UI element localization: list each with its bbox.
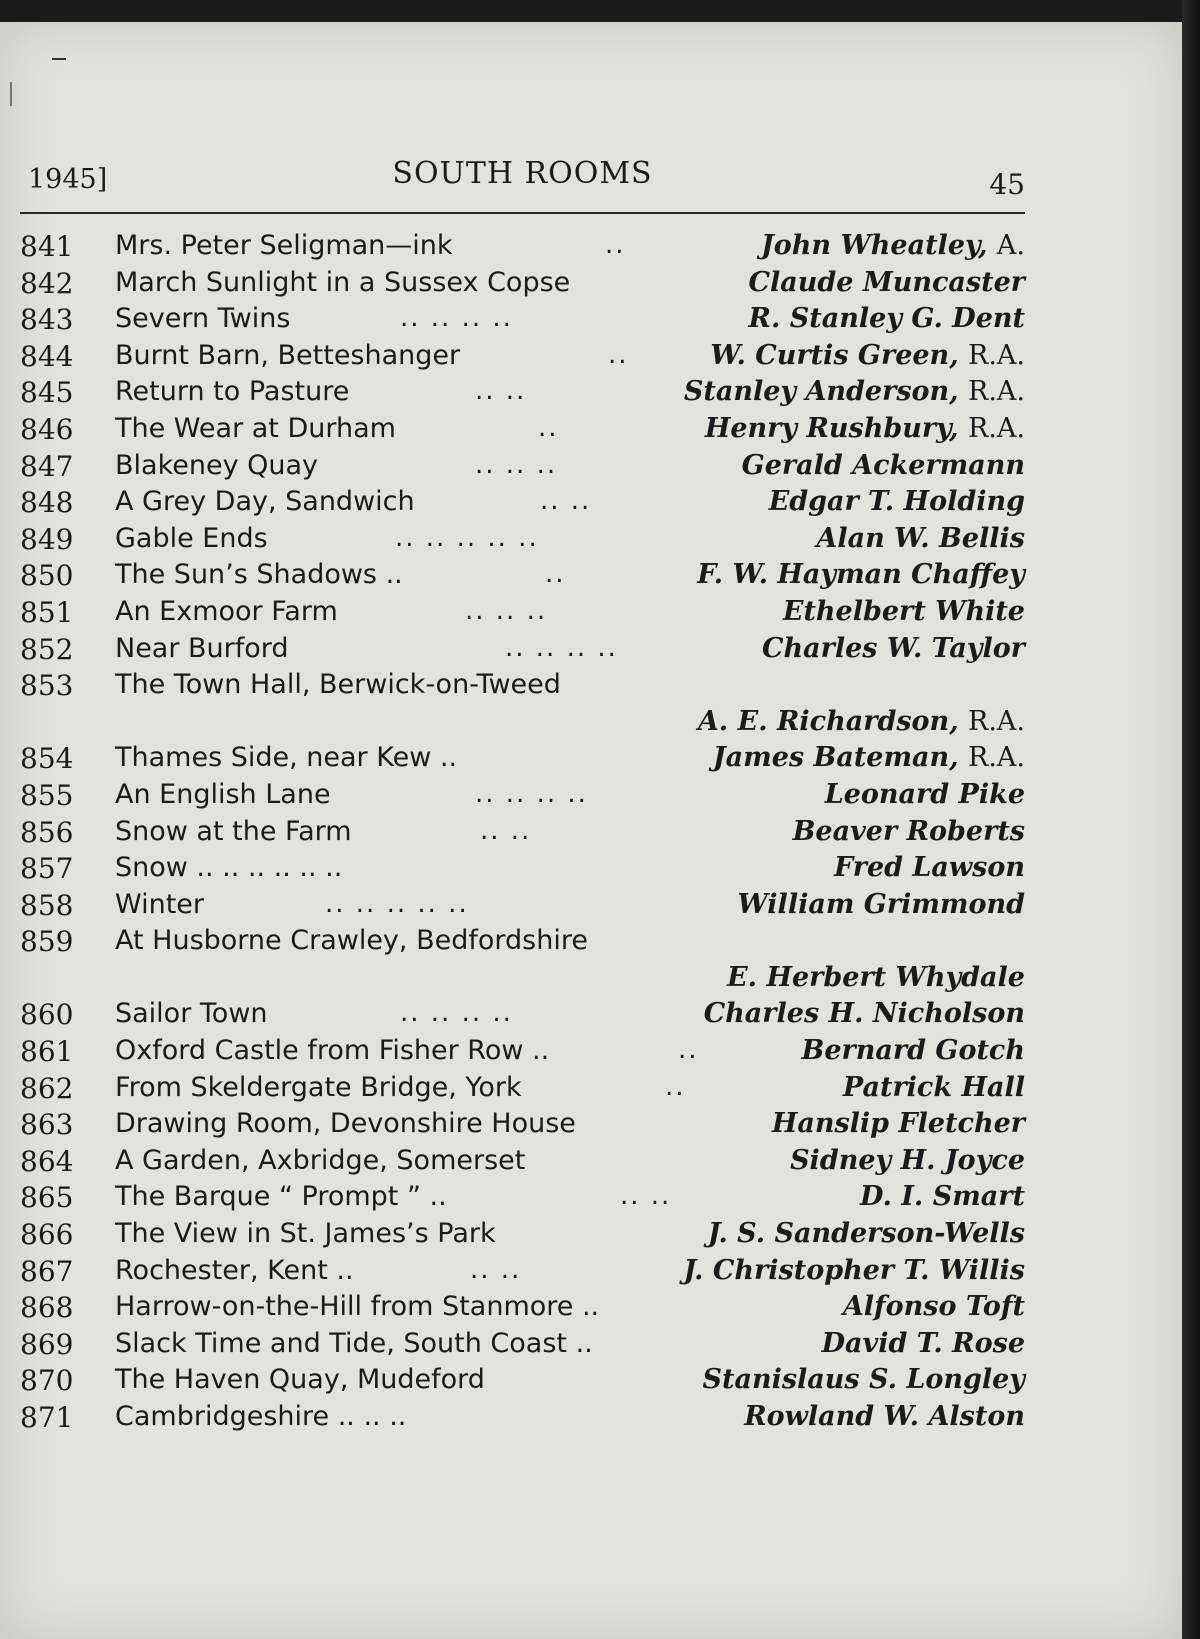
artist-name: Edgar T. Holding <box>768 486 1025 518</box>
entry-number: 859 <box>20 925 74 959</box>
artist-name: Stanislaus S. Longley <box>702 1364 1025 1396</box>
leader-dots: .. .. .. <box>475 449 558 480</box>
entry-artist <box>816 523 1025 554</box>
entry-number: 860 <box>20 998 74 1032</box>
entry-artist <box>710 340 1025 371</box>
entry-artist <box>825 779 1025 810</box>
entry-title: Mrs. Peter Seligman—ink <box>115 230 453 261</box>
entry-title: From Skeldergate Bridge, York <box>115 1071 522 1103</box>
artist-name: Alan W. Bellis <box>816 522 1025 554</box>
entry-title: Oxford Castle from Fisher Row .. <box>115 1035 550 1067</box>
entry-artist <box>749 303 1025 334</box>
entry-number: 856 <box>20 815 74 849</box>
catalogue-entry <box>20 340 1025 377</box>
catalogue-entry <box>20 706 1025 743</box>
entry-artist <box>783 596 1025 627</box>
artist-name: Leonard Pike <box>824 778 1025 810</box>
entry-number: 862 <box>20 1071 74 1105</box>
entry-artist <box>860 1181 1025 1212</box>
entry-title: The Barque “ Prompt ” .. <box>115 1181 447 1213</box>
entry-number: 853 <box>20 669 74 703</box>
entry-number: 846 <box>20 412 74 446</box>
catalogue-entry <box>20 450 1025 487</box>
entry-number: 871 <box>20 1401 74 1434</box>
catalogue-entry <box>20 998 1025 1035</box>
entry-artist <box>698 706 1025 737</box>
artist-name: Fred Lawson <box>834 852 1025 884</box>
entry-title: An Exmoor Farm <box>115 595 338 627</box>
entry-title: The Town Hall, Berwick-on-Tweed <box>115 669 561 701</box>
leader-dots: .. <box>608 339 629 370</box>
entry-number: 861 <box>20 1035 74 1069</box>
entry-number: 864 <box>20 1144 74 1178</box>
leader-dots: .. .. .. .. <box>505 632 618 663</box>
artist-name: Gerald Ackermann <box>741 449 1025 481</box>
page-crease <box>10 82 12 106</box>
catalogue-entry <box>20 633 1025 670</box>
book-edge <box>1182 0 1200 1639</box>
entry-title: Thames Side, near Kew .. <box>115 742 458 774</box>
entry-title: Drawing Room, Devonshire House <box>115 1108 576 1140</box>
catalogue-entry <box>20 1145 1025 1182</box>
entry-title: Slack Time and Tide, South Coast .. <box>115 1327 593 1359</box>
entry-number: 868 <box>20 1291 74 1325</box>
entry-artist <box>761 230 1025 261</box>
leader-dots: .. <box>538 412 559 443</box>
entry-artist <box>790 1145 1025 1176</box>
catalogue-page <box>0 22 1182 1639</box>
leader-dots: .. .. .. .. <box>475 778 588 809</box>
entry-artist <box>843 1072 1025 1103</box>
entry-number: 844 <box>20 339 74 373</box>
entry-number: 850 <box>20 559 74 593</box>
entry-artist <box>802 1035 1025 1066</box>
leader-dots: .. .. .. .. <box>400 303 513 334</box>
artist-name: D. I. Smart <box>860 1181 1025 1213</box>
entry-number: 863 <box>20 1108 74 1142</box>
entry-artist <box>737 889 1025 920</box>
leader-dots: .. .. <box>540 486 592 517</box>
catalogue-entry <box>20 669 1025 706</box>
artist-name: James Bateman, <box>712 742 959 774</box>
entry-number: 845 <box>20 376 74 410</box>
leader-dots: .. <box>545 559 566 590</box>
artist-name: Alfonso Toft <box>842 1291 1025 1323</box>
catalogue-entry <box>20 1072 1025 1109</box>
entry-title: The Haven Quay, Mudeford <box>115 1364 485 1396</box>
entry-title: Return to Pasture <box>115 376 350 408</box>
leader-dots: .. .. <box>620 1181 672 1212</box>
catalogue-entry <box>20 230 1025 267</box>
entry-title: The Sun’s Shadows .. <box>115 559 403 591</box>
catalogue-list <box>20 230 1025 1438</box>
entry-artist <box>683 1255 1025 1286</box>
artist-name: Sidney H. Joyce <box>790 1144 1025 1176</box>
artist-name: J. Christopher T. Willis <box>683 1254 1025 1286</box>
entry-artist <box>834 852 1025 883</box>
artist-honour: R.A. <box>968 742 1025 774</box>
catalogue-entry <box>20 486 1025 523</box>
entry-title: A Garden, Axbridge, Somerset <box>115 1144 526 1176</box>
entry-title: Near Burford <box>115 632 289 664</box>
entry-artist <box>727 962 1025 993</box>
artist-honour: A. <box>996 230 1025 261</box>
catalogue-entry <box>20 376 1025 413</box>
entry-artist <box>772 1108 1025 1139</box>
catalogue-entry <box>20 1181 1025 1218</box>
entry-artist <box>762 633 1025 664</box>
catalogue-entry <box>20 1328 1025 1365</box>
artist-name: Henry Rushbury, <box>704 412 959 444</box>
entry-title: Harrow-on-the-Hill from Stanmore .. <box>115 1291 600 1323</box>
artist-name: Beaver Roberts <box>792 815 1025 847</box>
entry-artist <box>769 486 1025 517</box>
entry-artist <box>684 376 1025 407</box>
catalogue-entry <box>20 889 1025 926</box>
entry-title: At Husborne Crawley, Bedfordshire <box>115 925 588 957</box>
artist-honour: R.A. <box>968 376 1025 408</box>
entry-title: Snow at the Farm <box>115 815 352 847</box>
page-number: 45 <box>989 168 1025 201</box>
artist-name: Patrick Hall <box>842 1071 1025 1103</box>
catalogue-entry <box>20 779 1025 816</box>
catalogue-entry <box>20 413 1025 450</box>
catalogue-entry <box>20 1218 1025 1255</box>
entry-artist <box>742 450 1025 481</box>
catalogue-entry <box>20 596 1025 633</box>
artist-name: A. E. Richardson, <box>697 705 959 737</box>
leader-dots: .. .. <box>475 376 527 407</box>
artist-name: Ethelbert White <box>782 595 1025 627</box>
entry-number: 867 <box>20 1254 74 1288</box>
catalogue-entry <box>20 267 1025 304</box>
entry-title: The Wear at Durham <box>115 412 396 444</box>
entry-artist <box>744 1401 1025 1432</box>
entry-title: Severn Twins <box>115 303 291 335</box>
entry-number: 869 <box>20 1327 74 1361</box>
artist-name: William Grimmond <box>737 888 1025 920</box>
entry-number: 857 <box>20 852 74 886</box>
leader-dots: .. <box>605 230 626 260</box>
catalogue-entry <box>20 1255 1025 1292</box>
entry-artist <box>843 1291 1025 1322</box>
entry-number: 841 <box>20 230 74 263</box>
entry-title: The View in St. James’s Park <box>115 1218 496 1250</box>
entry-number: 854 <box>20 742 74 776</box>
leader-dots: .. .. <box>470 1254 522 1285</box>
catalogue-entry <box>20 925 1025 962</box>
entry-number: 843 <box>20 303 74 337</box>
entry-title: Cambridgeshire .. .. .. <box>115 1401 407 1432</box>
leader-dots: .. <box>665 1071 686 1102</box>
artist-honour: R.A. <box>968 412 1025 444</box>
catalogue-entry <box>20 1108 1025 1145</box>
artist-name: R. Stanley G. Dent <box>748 303 1025 335</box>
entry-artist <box>703 1364 1026 1395</box>
artist-name: Charles H. Nicholson <box>703 998 1025 1030</box>
entry-number: 866 <box>20 1218 74 1252</box>
artist-name: F. W. Hayman Chaffey <box>697 559 1025 591</box>
leader-dots: .. .. <box>480 815 532 846</box>
catalogue-entry <box>20 523 1025 560</box>
entry-number: 851 <box>20 595 74 629</box>
artist-name: Bernard Gotch <box>801 1035 1025 1067</box>
entry-number: 855 <box>20 778 74 812</box>
leader-dots: .. .. .. .. .. <box>325 888 469 919</box>
entry-number: 870 <box>20 1364 74 1398</box>
catalogue-entry <box>20 1401 1025 1438</box>
artist-name: W. Curtis Green, <box>710 339 959 371</box>
header-year: 1945] <box>28 164 108 195</box>
artist-name: David T. Rose <box>821 1327 1025 1359</box>
entry-number: 858 <box>20 888 74 922</box>
entry-title: Rochester, Kent .. <box>115 1254 354 1286</box>
artist-name: Rowland W. Alston <box>744 1401 1025 1432</box>
artist-name: Hanslip Fletcher <box>771 1108 1025 1140</box>
entry-title: Sailor Town <box>115 998 268 1030</box>
artist-name: J. S. Sanderson-Wells <box>707 1218 1025 1250</box>
page-header <box>20 134 1025 214</box>
catalogue-entry <box>20 1364 1025 1401</box>
entry-artist <box>822 1328 1025 1359</box>
catalogue-entry <box>20 852 1025 889</box>
catalogue-entry <box>20 1035 1025 1072</box>
artist-honour: R.A. <box>968 705 1025 737</box>
catalogue-entry <box>20 303 1025 340</box>
entry-artist <box>704 998 1025 1029</box>
catalogue-entry <box>20 742 1025 779</box>
entry-number: 852 <box>20 632 74 666</box>
entry-artist <box>708 1218 1025 1249</box>
entry-title: A Grey Day, Sandwich <box>115 486 415 518</box>
entry-number: 865 <box>20 1181 74 1215</box>
catalogue-entry <box>20 816 1025 853</box>
entry-number: 848 <box>20 486 74 520</box>
artist-name: John Wheatley, <box>761 230 988 261</box>
artist-name: Claude Muncaster <box>748 266 1025 298</box>
entry-number: 847 <box>20 449 74 483</box>
entry-artist <box>749 267 1026 298</box>
page-title: SOUTH ROOMS <box>392 156 653 191</box>
entry-title: Snow .. .. .. .. .. .. <box>115 852 343 884</box>
entry-artist <box>705 413 1025 444</box>
leader-dots: .. .. .. .. <box>400 998 513 1029</box>
leader-dots: .. .. .. <box>465 595 548 626</box>
entry-artist <box>713 742 1025 773</box>
artist-honour: R.A. <box>968 339 1025 371</box>
entry-title: Burnt Barn, Betteshanger <box>115 339 461 371</box>
catalogue-entry <box>20 559 1025 596</box>
entry-number: 849 <box>20 522 74 556</box>
entry-artist <box>697 559 1025 590</box>
entry-title: Winter <box>115 888 205 920</box>
leader-dots: .. .. .. .. .. <box>395 522 539 553</box>
catalogue-entry <box>20 962 1025 999</box>
catalogue-entry <box>20 1291 1025 1328</box>
leader-dots: .. <box>678 1035 699 1066</box>
entry-title: An English Lane <box>115 778 331 810</box>
artist-name: E. Herbert Whydale <box>727 961 1025 993</box>
entry-artist <box>793 816 1025 847</box>
artist-name: Stanley Anderson, <box>683 376 959 408</box>
entry-number: 842 <box>20 266 74 300</box>
page-mark <box>52 58 66 60</box>
entry-title: Blakeney Quay <box>115 449 319 481</box>
artist-name: Charles W. Taylor <box>762 632 1025 664</box>
entry-title: Gable Ends <box>115 522 268 554</box>
entry-title: March Sunlight in a Sussex Copse <box>115 266 571 298</box>
